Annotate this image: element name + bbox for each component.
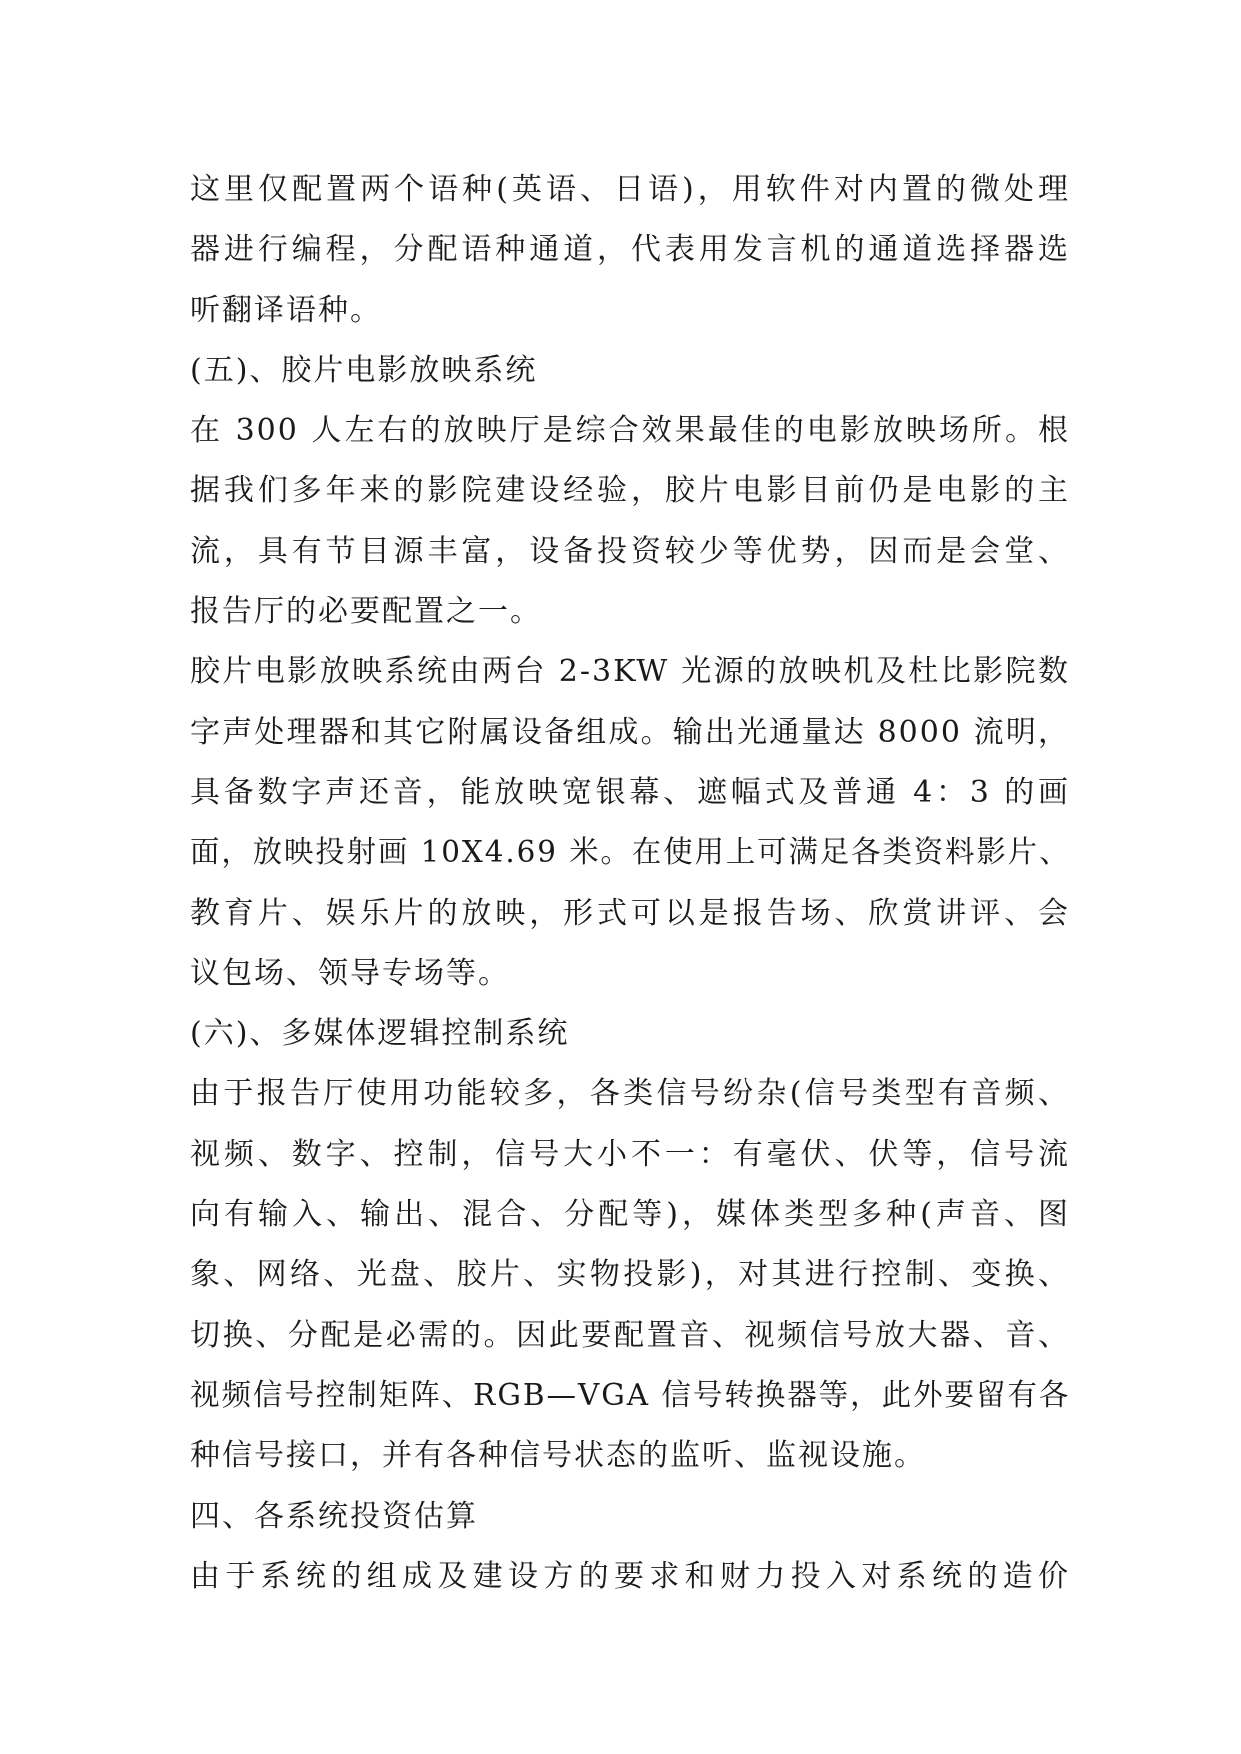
body-text-line: 流，具有节目源丰富，设备投资较少等优势，因而是会堂、 (190, 533, 1070, 569)
body-text-line: 报告厅的必要配置之一。 (190, 594, 542, 630)
body-text-line: 视频、数字、控制，信号大小不一：有毫伏、伏等，信号流 (190, 1136, 1070, 1172)
body-text-line: 这里仅配置两个语种(英语、日语)，用软件对内置的微处理 (190, 172, 1070, 207)
body-text-line: 切换、分配是必需的。因此要配置音、视频信号放大器、音、 (190, 1317, 1070, 1353)
body-text-line: 在 300 人左右的放映厅是综合效果最佳的电影放映场所。根 (190, 413, 1070, 449)
body-text-line: 由于报告厅使用功能较多，各类信号纷杂(信号类型有音频、 (190, 1076, 1070, 1112)
body-text-line: 听翻译语种。 (190, 292, 382, 328)
section-heading: 四、各系统投资估算 (190, 1498, 478, 1534)
body-text-line: 器进行编程，分配语种通道，代表用发言机的通道选择器选 (190, 232, 1070, 268)
body-text-line: 据我们多年来的影院建设经验，胶片电影目前仍是电影的主 (190, 473, 1070, 509)
body-text-line: 视频信号控制矩阵、RGB—VGA 信号转换器等，此外要留有各 (190, 1377, 1071, 1413)
section-heading: (六)、多媒体逻辑控制系统 (190, 1016, 570, 1052)
body-text-line: 字声处理器和其它附属设备组成。输出光通量达 8000 流明， (190, 714, 1070, 750)
body-text-line: 胶片电影放映系统由两台 2-3KW 光源的放映机及杜比影院数 (190, 654, 1070, 690)
body-text-line: 向有输入、输出、混合、分配等)，媒体类型多种(声音、图 (190, 1197, 1070, 1233)
body-text-line: 面，放映投射画 10X4.69 米。在使用上可满足各类资料影片、 (190, 835, 1071, 871)
section-heading: (五)、胶片电影放映系统 (190, 352, 538, 388)
body-text-line: 由于系统的组成及建设方的要求和财力投入对系统的造价 (190, 1558, 1070, 1594)
body-text-line: 议包场、领导专场等。 (190, 955, 510, 991)
body-text-line: 教育片、娱乐片的放映，形式可以是报告场、欣赏讲评、会 (190, 895, 1070, 931)
document-body (190, 160, 1070, 1607)
body-text-line: 种信号接口，并有各种信号状态的监听、监视设施。 (190, 1438, 926, 1474)
body-text-line: 具备数字声还音，能放映宽银幕、遮幅式及普通 4：3 的画 (190, 774, 1070, 810)
body-text-line: 象、网络、光盘、胶片、实物投影)，对其进行控制、变换、 (190, 1257, 1070, 1293)
